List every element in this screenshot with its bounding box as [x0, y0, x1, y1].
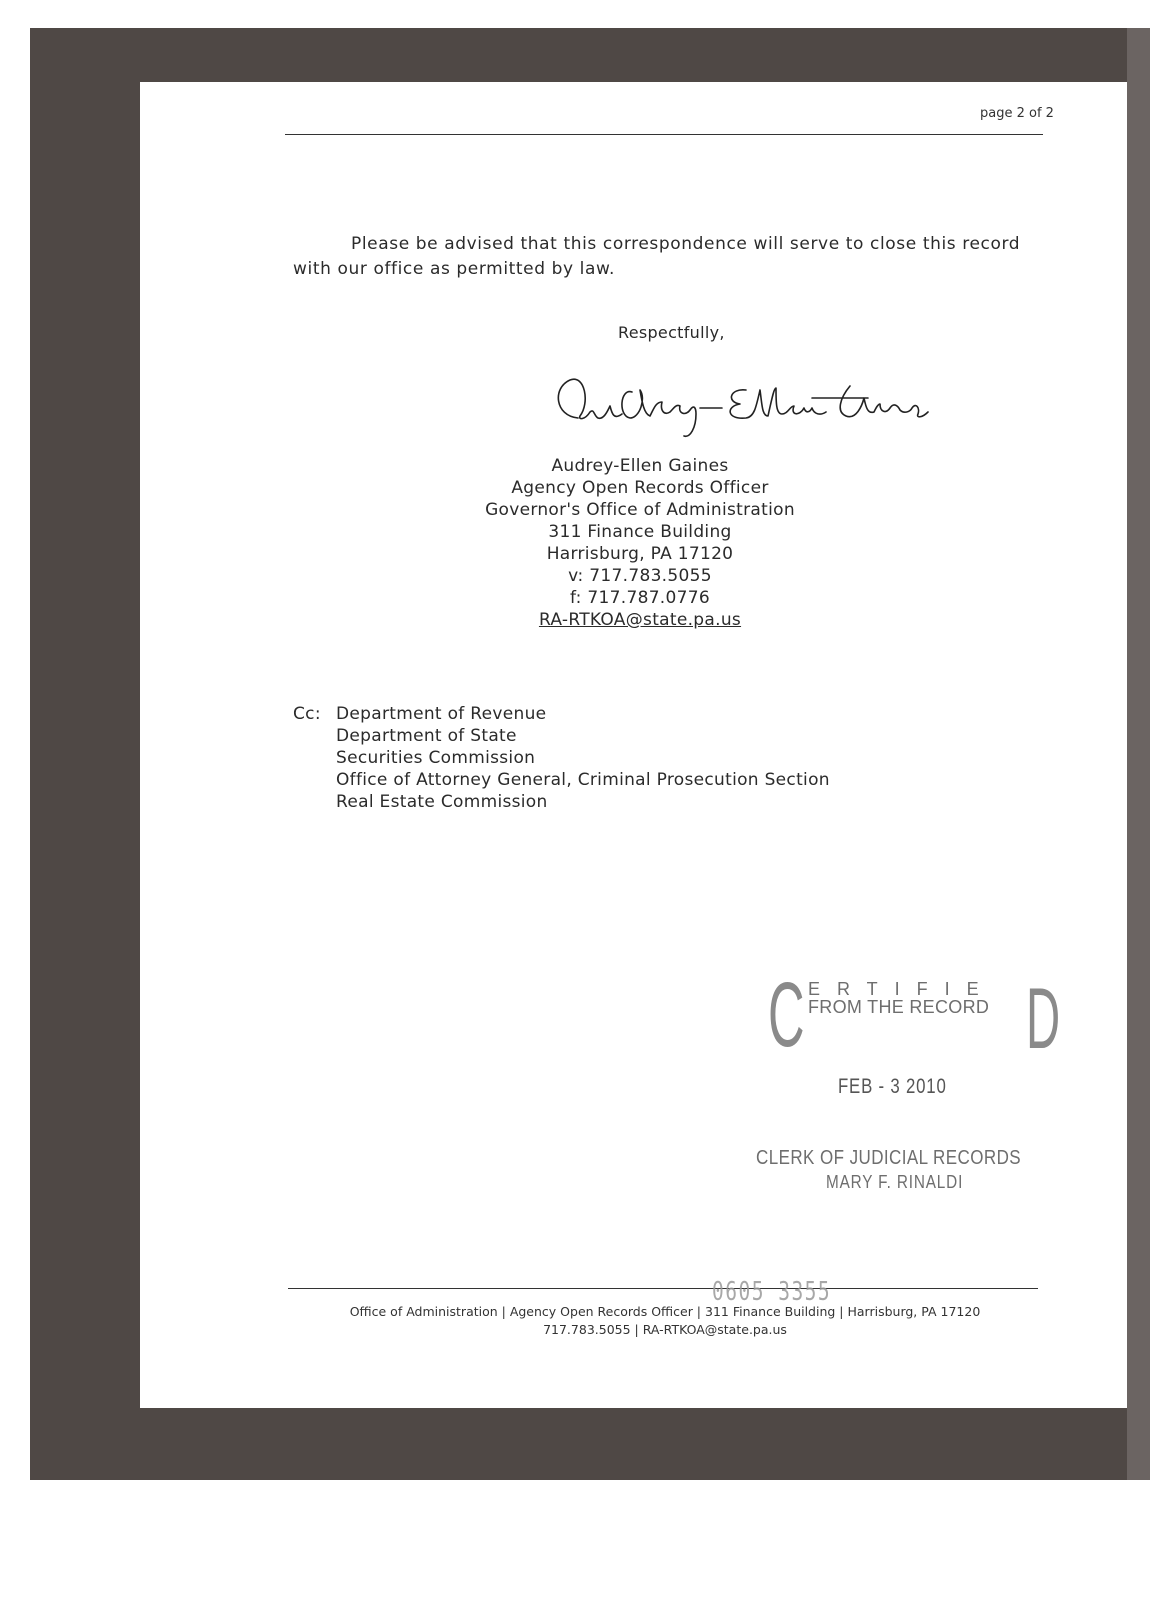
scan-border-right	[1127, 28, 1150, 1480]
handwritten-signature	[550, 368, 960, 448]
stamp-office: CLERK OF JUDICIAL RECORDS	[756, 1147, 1022, 1169]
certified-stamp	[756, 964, 1068, 1225]
footer-rule	[288, 1288, 1038, 1289]
signer-email-link[interactable]: RA-RTKOA@state.pa.us	[538, 610, 742, 630]
header-rule	[285, 134, 1043, 135]
signature-block	[440, 455, 840, 631]
closing: Respectfully,	[618, 323, 725, 342]
body-paragraph-text: Please be advised that this correspondence will serve to close this record with our office as permitted by law.	[293, 234, 1021, 279]
signer-city: Harrisburg, PA 17120	[546, 544, 734, 564]
page-number: page 2 of 2	[980, 106, 1054, 121]
body-paragraph	[293, 232, 1059, 282]
footer-address: Office of Administration | Agency Open Records Officer | 311 Finance Building | Harrisburg, PA 17120	[349, 1304, 981, 1319]
signer-title: Agency Open Records Officer	[511, 478, 769, 498]
stamped-record-number: 0605 3355	[712, 1277, 832, 1307]
cc-recipient: Real Estate Commission	[336, 792, 548, 812]
signer-name: Audrey-Ellen Gaines	[551, 456, 729, 476]
cc-recipient: Office of Attorney General, Criminal Prosecution Section	[336, 770, 830, 790]
stamp-letter-d: D	[1026, 971, 1061, 1067]
stamp-clerk-name: MARY F. RINALDI	[826, 1172, 964, 1192]
letter-footer	[290, 1303, 1040, 1339]
signer-fax: f: 717.787.0776	[570, 588, 710, 608]
cc-label: Cc:	[293, 704, 321, 724]
cc-list	[336, 703, 830, 813]
cc-recipient: Department of Revenue	[336, 704, 547, 724]
stamp-letter-c: C	[768, 964, 805, 1066]
stamp-subtitle: FROM THE RECORD	[808, 997, 990, 1017]
signer-street: 311 Finance Building	[548, 522, 732, 542]
footer-contact: 717.783.5055 | RA-RTKOA@state.pa.us	[543, 1322, 787, 1337]
cc-recipient: Department of State	[336, 726, 517, 746]
signer-phone: v: 717.783.5055	[568, 566, 712, 586]
stamp-certified-word: ERTIFIE	[808, 979, 996, 999]
cc-recipient: Securities Commission	[336, 748, 536, 768]
signer-office: Governor's Office of Administration	[485, 500, 795, 520]
stamp-date: FEB - 3 2010	[838, 1075, 947, 1098]
